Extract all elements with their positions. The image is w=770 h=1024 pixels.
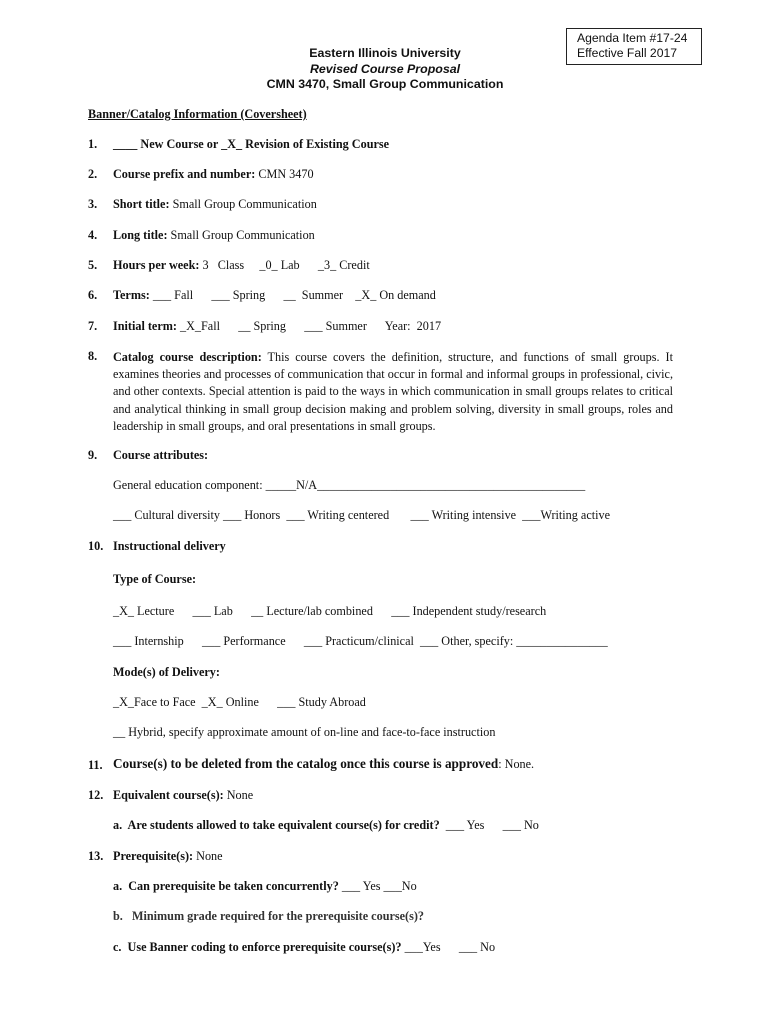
item-number: 13. bbox=[88, 849, 104, 863]
proposal-title: Revised Course Proposal bbox=[309, 62, 461, 76]
item-short-title: Short title: Small Group Communication bbox=[113, 197, 317, 211]
item-course-prefix: Course prefix and number: CMN 3470 bbox=[113, 167, 314, 181]
item-number: 1. bbox=[88, 137, 98, 151]
item-number: 8. bbox=[88, 349, 98, 363]
type-of-course-label: Type of Course: bbox=[113, 572, 197, 586]
item-prerequisites: Prerequisite(s): None bbox=[113, 849, 223, 863]
type-of-course-row-1: _X_ Lecture ___ Lab __ Lecture/lab combined ___ Independent study/research bbox=[113, 604, 547, 618]
item-terms: Terms: ___ Fall ___ Spring __ Summer _X_ On demand bbox=[113, 288, 436, 302]
item-number: 3. bbox=[88, 197, 98, 211]
item-number: 7. bbox=[88, 319, 98, 333]
item-course-type: ____ New Course or _X_ Revision of Existing Course bbox=[113, 137, 390, 151]
item-initial-term: Initial term: _X_Fall __ Spring ___ Summer Year: 2017 bbox=[113, 319, 442, 333]
item-number: 9. bbox=[88, 448, 98, 462]
type-of-course-row-2: ___ Internship ___ Performance ___ Practicum/clinical ___ Other, specify: _______________ bbox=[113, 634, 608, 648]
item-number: 12. bbox=[88, 788, 104, 802]
mode-of-delivery-row-1: _X_Face to Face _X_ Online ___ Study Abroad bbox=[113, 695, 366, 709]
gen-ed-component: General education component: _____N/A____________________________________________ bbox=[113, 478, 586, 492]
item-catalog-description: Catalog course description: This course covers the definition, structure, and functions of small groups. It examines theories and processes of communication that occur in formal and informal groups in professional, civic, and other contexts. Special attention is paid to the ways in which communication in small groups relates to critical and analytical thinking in small group decision making and problem solving, diversity in small groups, roles and leadership in small groups, and oral presentations in small groups. bbox=[113, 350, 673, 433]
university-title: Eastern Illinois University bbox=[309, 46, 461, 60]
item-hours-per-week: Hours per week: 3 Class _0_ Lab _3_ Credit bbox=[113, 258, 370, 272]
prereq-concurrent-question: a. Can prerequisite be taken concurrently? ___ Yes ___No bbox=[113, 879, 417, 893]
course-attribute-options: ___ Cultural diversity ___ Honors ___ Writing centered ___ Writing intensive ___Writing active bbox=[113, 508, 611, 522]
prereq-min-grade-question: b. Minimum grade required for the prerequisite course(s)? bbox=[113, 909, 424, 923]
mode-of-delivery-row-2: __ Hybrid, specify approximate amount of on-line and face-to-face instruction bbox=[113, 725, 496, 739]
item-number: 10. bbox=[88, 539, 104, 553]
item-number: 6. bbox=[88, 288, 98, 302]
effective-term: Effective Fall 2017 bbox=[577, 46, 678, 60]
item-number: 4. bbox=[88, 228, 98, 242]
item-number: 11. bbox=[88, 758, 103, 772]
item-long-title: Long title: Small Group Communication bbox=[113, 228, 315, 242]
prereq-banner-coding-question: c. Use Banner coding to enforce prerequisite course(s)? ___Yes ___ No bbox=[113, 940, 496, 954]
item-equivalent-courses: Equivalent course(s): None bbox=[113, 788, 254, 802]
mode-of-delivery-label: Mode(s) of Delivery: bbox=[113, 665, 220, 679]
course-title: CMN 3470, Small Group Communication bbox=[266, 77, 504, 91]
item-courses-deleted: Course(s) to be deleted from the catalog once this course is approved: None. bbox=[113, 756, 535, 771]
instructional-delivery-label: Instructional delivery bbox=[113, 539, 226, 553]
equivalent-credit-question: a. Are students allowed to take equivalent course(s) for credit? ___ Yes ___ No bbox=[113, 818, 539, 832]
item-number: 5. bbox=[88, 258, 98, 272]
course-attributes-label: Course attributes: bbox=[113, 448, 209, 462]
section-title: Banner/Catalog Information (Coversheet) bbox=[88, 107, 307, 121]
item-number: 2. bbox=[88, 167, 98, 181]
agenda-item-number: Agenda Item #17-24 bbox=[577, 31, 688, 45]
